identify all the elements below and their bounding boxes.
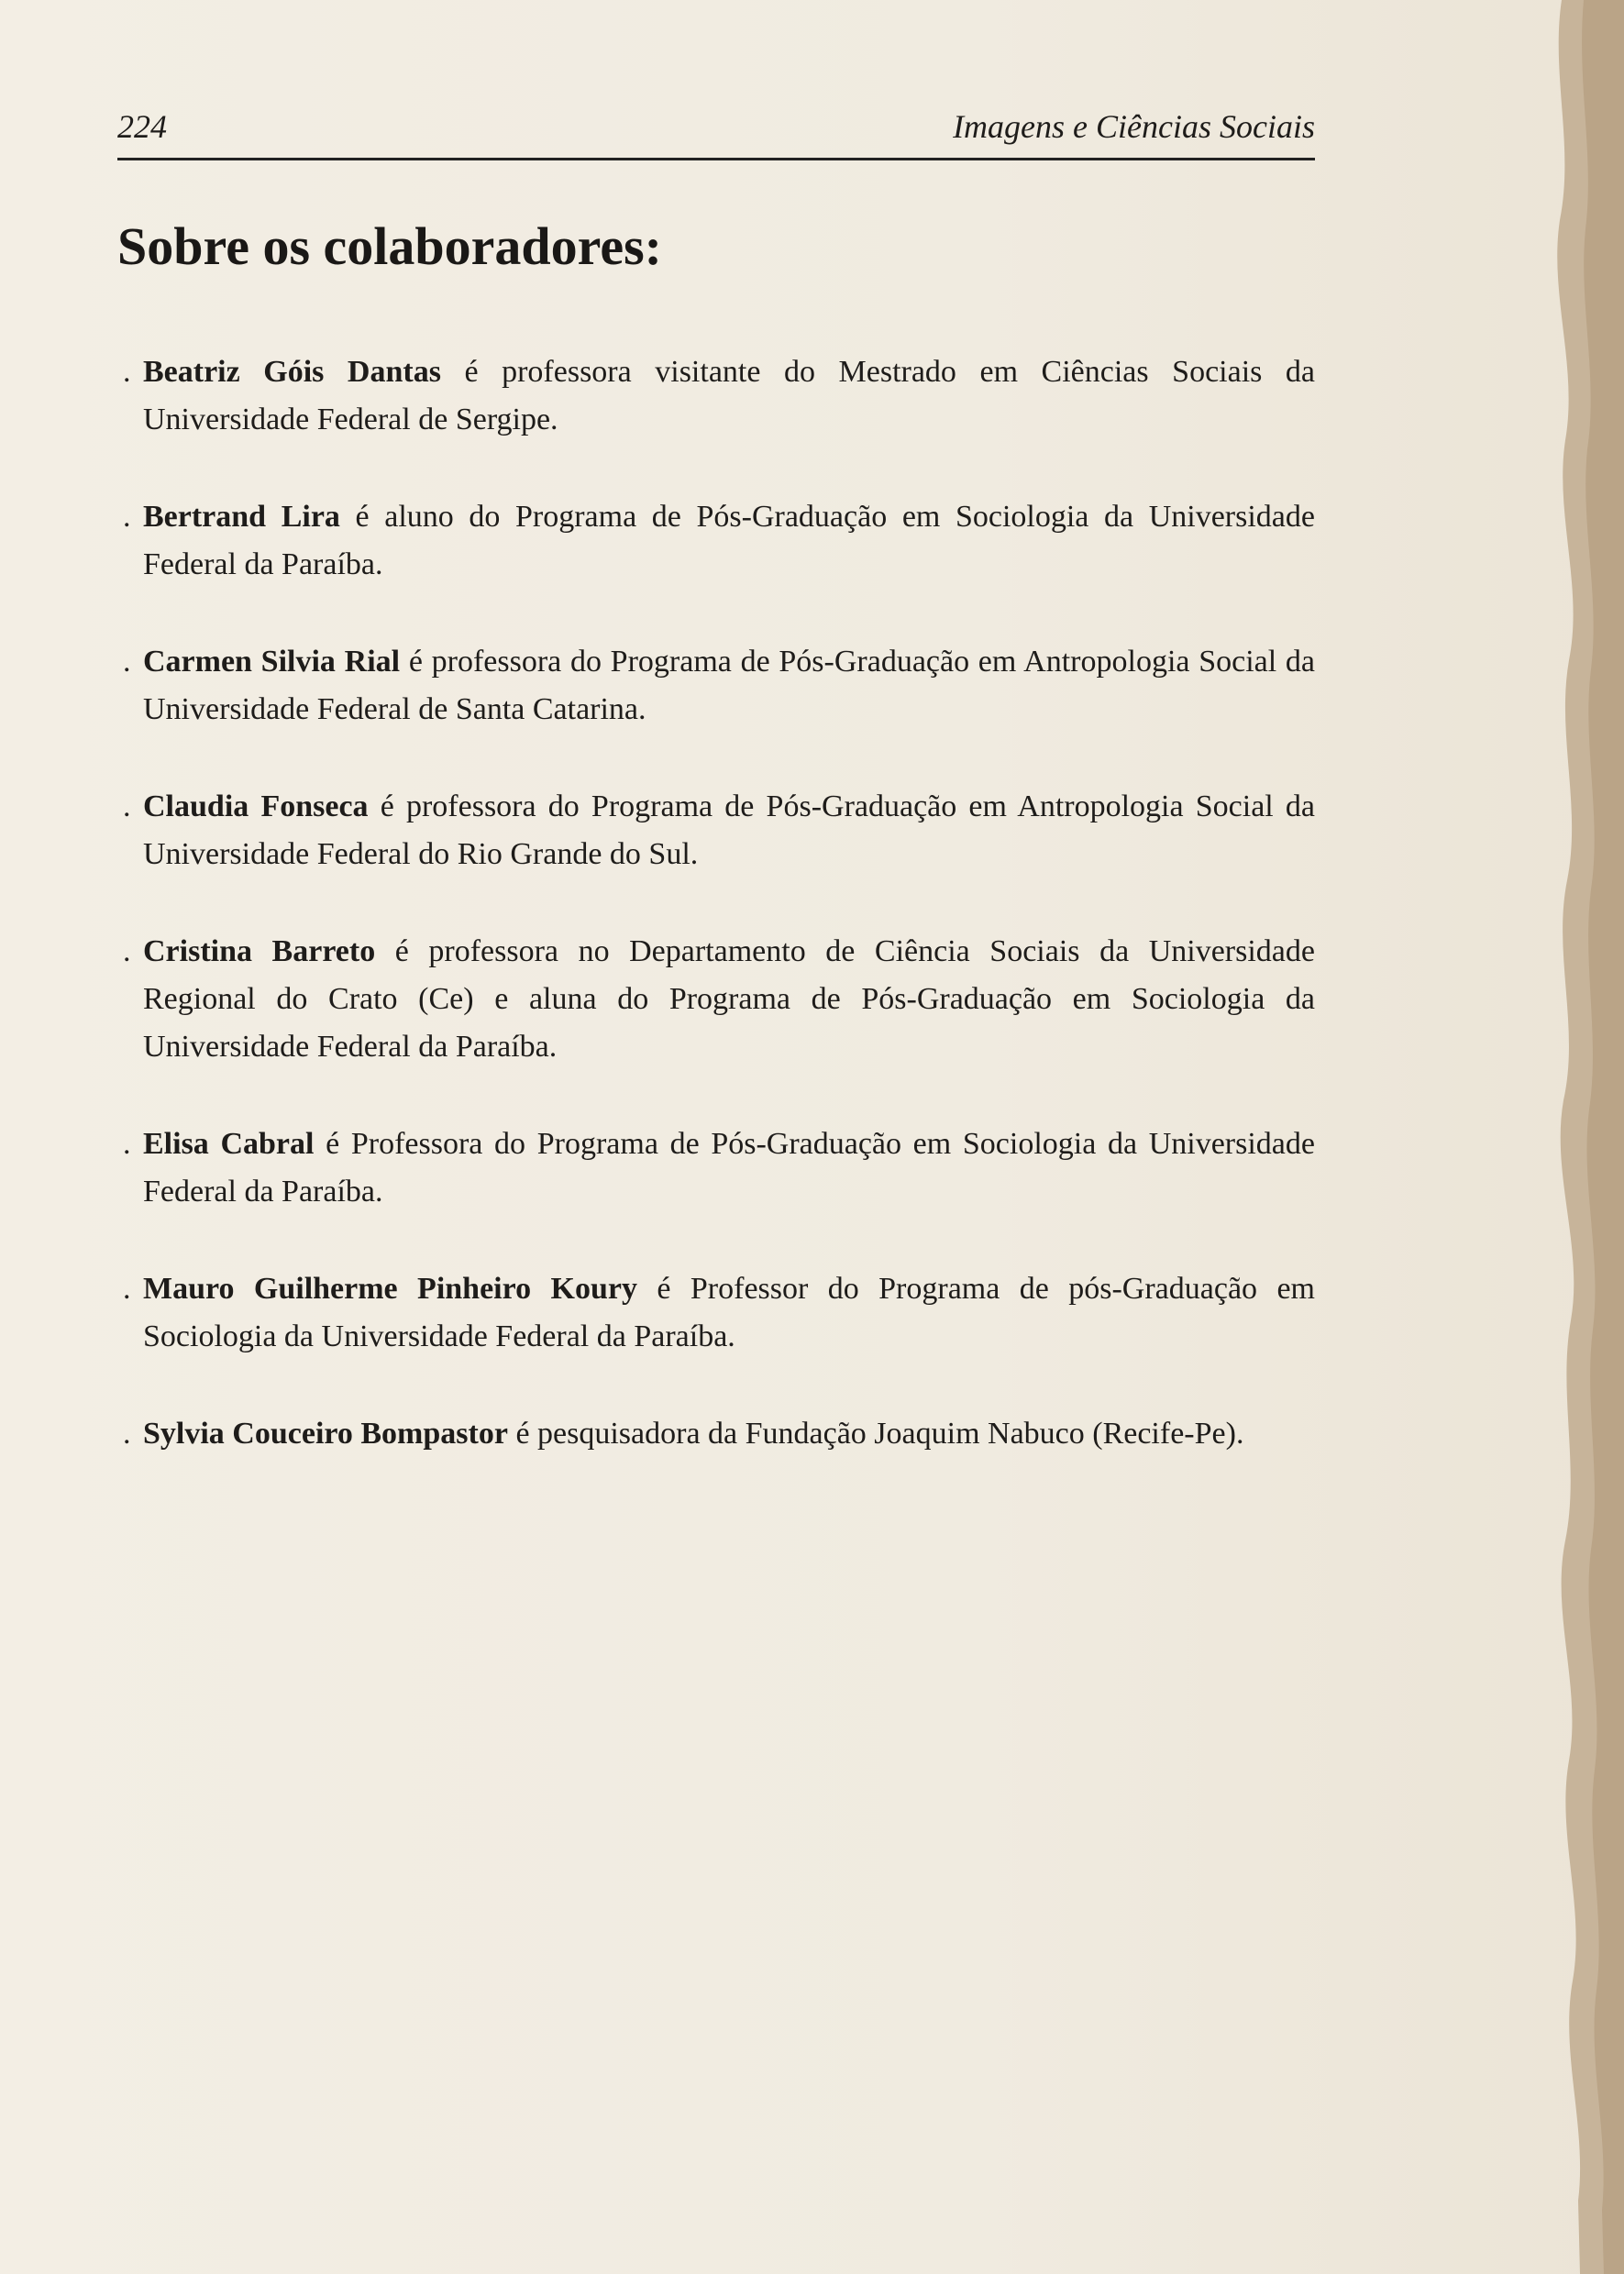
contributor-name: Mauro Guilherme Pinheiro Koury: [143, 1272, 637, 1306]
entry-bullet: .: [123, 1272, 131, 1306]
contributor-entry: [117, 1120, 1315, 1216]
section-title: Sobre os colaboradores:: [117, 216, 662, 276]
running-title: Imagens e Ciências Sociais: [953, 108, 1315, 145]
contributor-description: é professora visitante do Mestrado em Ciências Sociais da Universidade Federal de Sergipe.: [143, 355, 1316, 436]
contributor-entry: [117, 638, 1315, 734]
contributor-description: é Professor do Programa de pós-Graduação em Sociologia da Universidade Federal da Paraíba.: [143, 1272, 1315, 1353]
entry-bullet: .: [123, 934, 131, 968]
contributor-entry: [117, 348, 1315, 444]
contributor-name: Carmen Silvia Rial: [143, 645, 401, 679]
contributor-description: é Professora do Programa de Pós-Graduação em Sociologia da Universidade Federal da Paraíba.: [143, 1127, 1315, 1209]
entry-bullet: .: [123, 645, 131, 679]
page-number: 224: [117, 108, 167, 145]
torn-paper-edge: [1496, 0, 1624, 2274]
contributor-entry: [117, 1265, 1315, 1361]
entry-bullet: .: [123, 1127, 131, 1161]
contributors-list: [117, 348, 1315, 1507]
entry-bullet: .: [123, 1417, 131, 1451]
contributor-entry: [117, 928, 1315, 1071]
contributor-entry: [117, 783, 1315, 878]
page-header: [117, 106, 1315, 160]
contributor-entry: [117, 493, 1315, 589]
contributor-name: Bertrand Lira: [143, 500, 340, 534]
contributor-name: Elisa Cabral: [143, 1127, 315, 1161]
contributor-description: é professora do Programa de Pós-Graduação em Antropologia Social da Universidade Federal do Rio Grande do Sul.: [143, 789, 1315, 871]
contributor-entry: [117, 1410, 1315, 1458]
entry-bullet: .: [123, 500, 131, 534]
entry-bullet: .: [123, 355, 131, 389]
contributor-description: é professora do Programa de Pós-Graduação em Antropologia Social da Universidade Federal de Santa Catarina.: [143, 645, 1316, 726]
contributor-name: Cristina Barreto: [143, 934, 376, 968]
contributor-name: Sylvia Couceiro Bompastor: [143, 1417, 508, 1451]
contributor-name: Beatriz Góis Dantas: [143, 355, 441, 389]
entry-bullet: .: [123, 789, 131, 823]
contributor-name: Claudia Fonseca: [143, 789, 369, 823]
contributor-description: é aluno do Programa de Pós-Graduação em Sociologia da Universidade Federal da Paraíba.: [143, 500, 1315, 581]
contributor-description: é pesquisadora da Fundação Joaquim Nabuco (Recife-Pe).: [507, 1417, 1244, 1451]
contributor-description: é professora no Departamento de Ciência Sociais da Universidade Regional do Crato (Ce) e aluna do Programa de Pós-Graduação em Sociologia da Universidade Federal da Paraíba.: [143, 934, 1315, 1064]
